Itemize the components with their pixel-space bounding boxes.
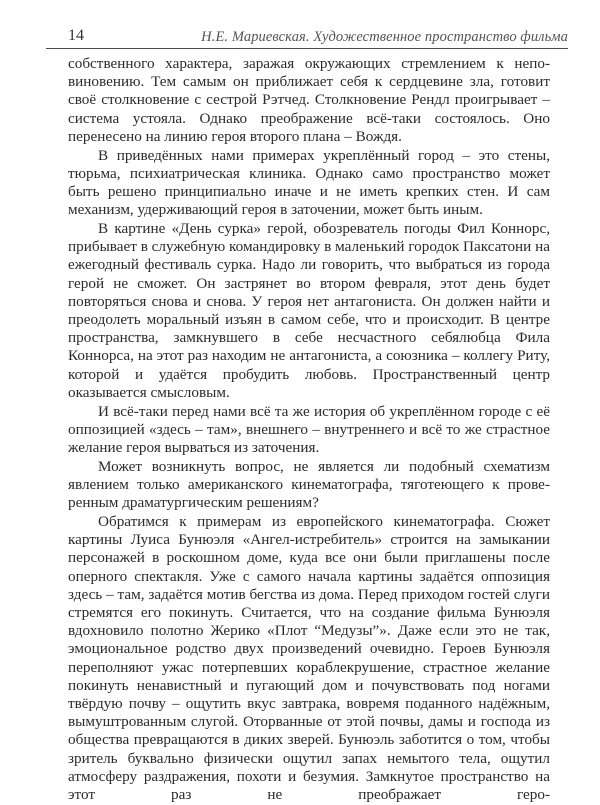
running-header	[46, 26, 568, 49]
running-title: Н.Е. Мариевская. Художественное пространство фильма	[201, 29, 568, 45]
paragraph: И всё-таки перед нами всё та же история об укреплённом городе с её оппозицией «здесь – там», внешнего – внутреннего и всё то же страстное желание героя вырваться из заточения.	[68, 402, 550, 457]
paragraph: В приведённых нами примерах укреплённый город – это стены, тюрьма, психиатрическая клиника. Однако само пространство может быть решено принципиально иначе и не иметь крепких стен. И сам механизм, удерживающий героя в заточении, может быть иным.	[68, 146, 550, 219]
paragraph-continuation: собственного характера, заражая окружающих стремлением к неповиновению. Тем самым он приближает себя к сердцевине зла, готовит своё столкновение с сестрой Рэтчед. Столкновение Рендл проигрывает – система устояла. Однако преображение всё-таки состоялось. Оно перенесено на линию героя второго плана – Вождя.	[68, 55, 550, 145]
page-number: 14	[68, 27, 84, 44]
body-text	[68, 55, 550, 805]
paragraph: В картине «День сурка» герой, обозреватель погоды Фил Коннорс, прибывает в служебную командировку в маленький городок Паксатони на ежегодный фестиваль сурка. Надо ли говорить, что выбраться из города герой не сможет. Он застрянет во втором февраля, этот день будет повторяться снова и снова. У героя нет антагониста. Он должен найти и преодолеть моральный изъян в самом себе, что и происходит. В центре пространства, замкнувшего в себе несчастного себялюбца Фила Коннорса, на этот раз находим не антагониста, а союзника – коллегу Риту, которой и удаётся пробудить любовь. Пространственный центр оказывается смысловым.	[68, 220, 550, 401]
paragraph: Обратимся к примерам из европейского кинематографа. Сюжет картины Луиса Бунюэля «Ангел-истребитель» строится на замыкании персонажей в роскошном доме, куда все они были приглашены после оперного спектакля. Уже с самого начала картины задаётся оппозиция здесь – там, задаётся мотив бегства из дома. Перед приходом гостей слуги стремятся его покинуть. Считается, что на создание фильма Бунюэля вдохновило полотно Жерико «Плот “Медузы”». Даже если это не так, эмоциональное родство двух произведений очевидно. Героев Бунюэля переполняют ужас потерпевших кораблекрушение, страстное желание покинуть ненавистный и пугающий дом и почувствовать под ногами твёрдую почву – ощутить вкус завтрака, вовремя поданного надёжным, вымуштрованным слугой. Оторванные от этой почвы, дамы и господа из общества превращаются в диких зверей. Бунюэль заботится о том, чтобы зритель буквально физически ощутил запах немытого тела, ощутил атмосферу раздражения, похоти и безумия. Замкнутое пространство на этот раз не преображает геро-	[68, 513, 550, 804]
paragraph: Может возникнуть вопрос, не является ли подобный схематизм явлением только американского кинематографа, тяготеющего к проверенным драматургическим решениям?	[68, 457, 550, 512]
